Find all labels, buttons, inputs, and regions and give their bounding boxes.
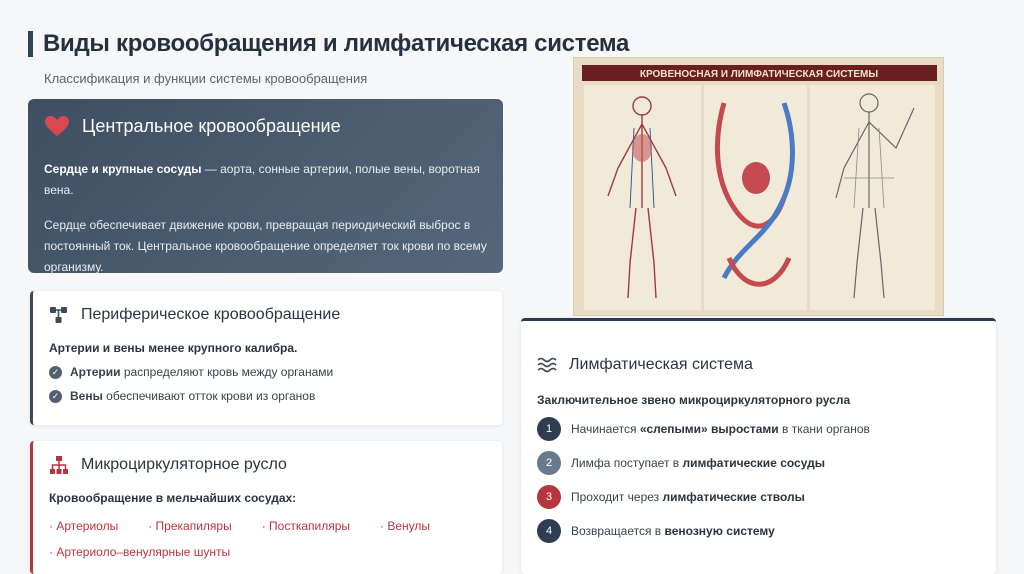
lymph-step	[537, 451, 980, 475]
step-text: Начинается	[571, 422, 640, 436]
peripheral-circulation-card	[30, 291, 502, 425]
step-text: Лимфа поступает в	[571, 456, 683, 470]
lymph-step	[537, 519, 980, 543]
title-bar	[28, 30, 629, 58]
step-text: Возвращается в	[571, 524, 665, 538]
step-number: 2	[537, 451, 561, 475]
peripheral-lead: Артерии и вены менее крупного калибра.	[49, 341, 298, 355]
anatomy-poster-image	[573, 57, 944, 316]
lymphatic-system-card	[521, 318, 996, 574]
central-circulation-card	[28, 99, 503, 273]
step-number: 1	[537, 417, 561, 441]
page-subtitle: Классификация и функции системы кровообращения	[44, 71, 368, 86]
item-text: обеспечивают отток крови из органов	[102, 389, 316, 403]
lymph-card-title: Лимфатическая система	[569, 356, 753, 373]
title-accent-bar	[28, 31, 33, 57]
check-icon: ✓	[49, 390, 62, 403]
central-card-text-2: Сердце обеспечивает движение крови, превращая периодический выброс в постоянный ток. Центральное кровообращение определяет ток крови по всему организму.	[44, 218, 487, 274]
network-icon	[49, 455, 69, 475]
vessel-item: · Прекапиляры	[148, 519, 232, 533]
micro-card-title: Микроциркуляторное русло	[81, 456, 287, 473]
step-text: Проходит через	[571, 490, 663, 504]
step-bold: лимфатические стволы	[662, 490, 805, 504]
lymph-step	[537, 417, 980, 441]
peripheral-card-title: Периферическое кровообращение	[81, 306, 341, 323]
check-icon: ✓	[49, 366, 62, 379]
waves-icon	[537, 355, 557, 375]
page-title: Виды кровообращения и лимфатическая система	[43, 30, 630, 57]
list-item	[49, 365, 486, 379]
lymph-step	[537, 485, 980, 509]
step-bold: «слепыми» выростами	[639, 422, 779, 436]
shunts-item: · Артериоло–венулярные шунты	[49, 545, 231, 559]
item-text: распределяют кровь между органами	[120, 365, 334, 379]
central-bold-text: Сердце и крупные сосуды	[44, 162, 202, 176]
heart-icon	[44, 115, 70, 137]
step-bold: лимфатические сосуды	[682, 456, 825, 470]
microcirculation-card	[30, 441, 502, 574]
lymph-lead: Заключительное звено микроциркуляторного русла	[537, 393, 851, 407]
vessel-item: · Венулы	[380, 519, 431, 533]
step-number: 3	[537, 485, 561, 509]
item-bold: Вены	[70, 389, 103, 403]
vessel-list	[49, 519, 486, 533]
item-bold: Артерии	[70, 365, 121, 379]
nodes-icon	[49, 305, 69, 325]
list-item	[49, 389, 486, 403]
anatomy-illustration	[574, 58, 945, 317]
step-text: в ткани органов	[778, 422, 870, 436]
step-number: 4	[537, 519, 561, 543]
micro-lead: Кровообращение в мельчайших сосудах:	[49, 491, 297, 505]
vessel-item: · Артериолы	[49, 519, 119, 533]
step-bold: венозную систему	[664, 524, 775, 538]
central-card-title: Центральное кровообращение	[82, 115, 341, 136]
central-card-text-1	[44, 159, 487, 201]
central-text: — аорта, сонные артерии, полые вены, воротная вена.	[44, 162, 480, 197]
vessel-item: · Посткапиляры	[261, 519, 351, 533]
poster-title: КРОВЕНОСНАЯ И ЛИМФАТИЧЕСКАЯ СИСТЕМЫ	[639, 69, 879, 80]
